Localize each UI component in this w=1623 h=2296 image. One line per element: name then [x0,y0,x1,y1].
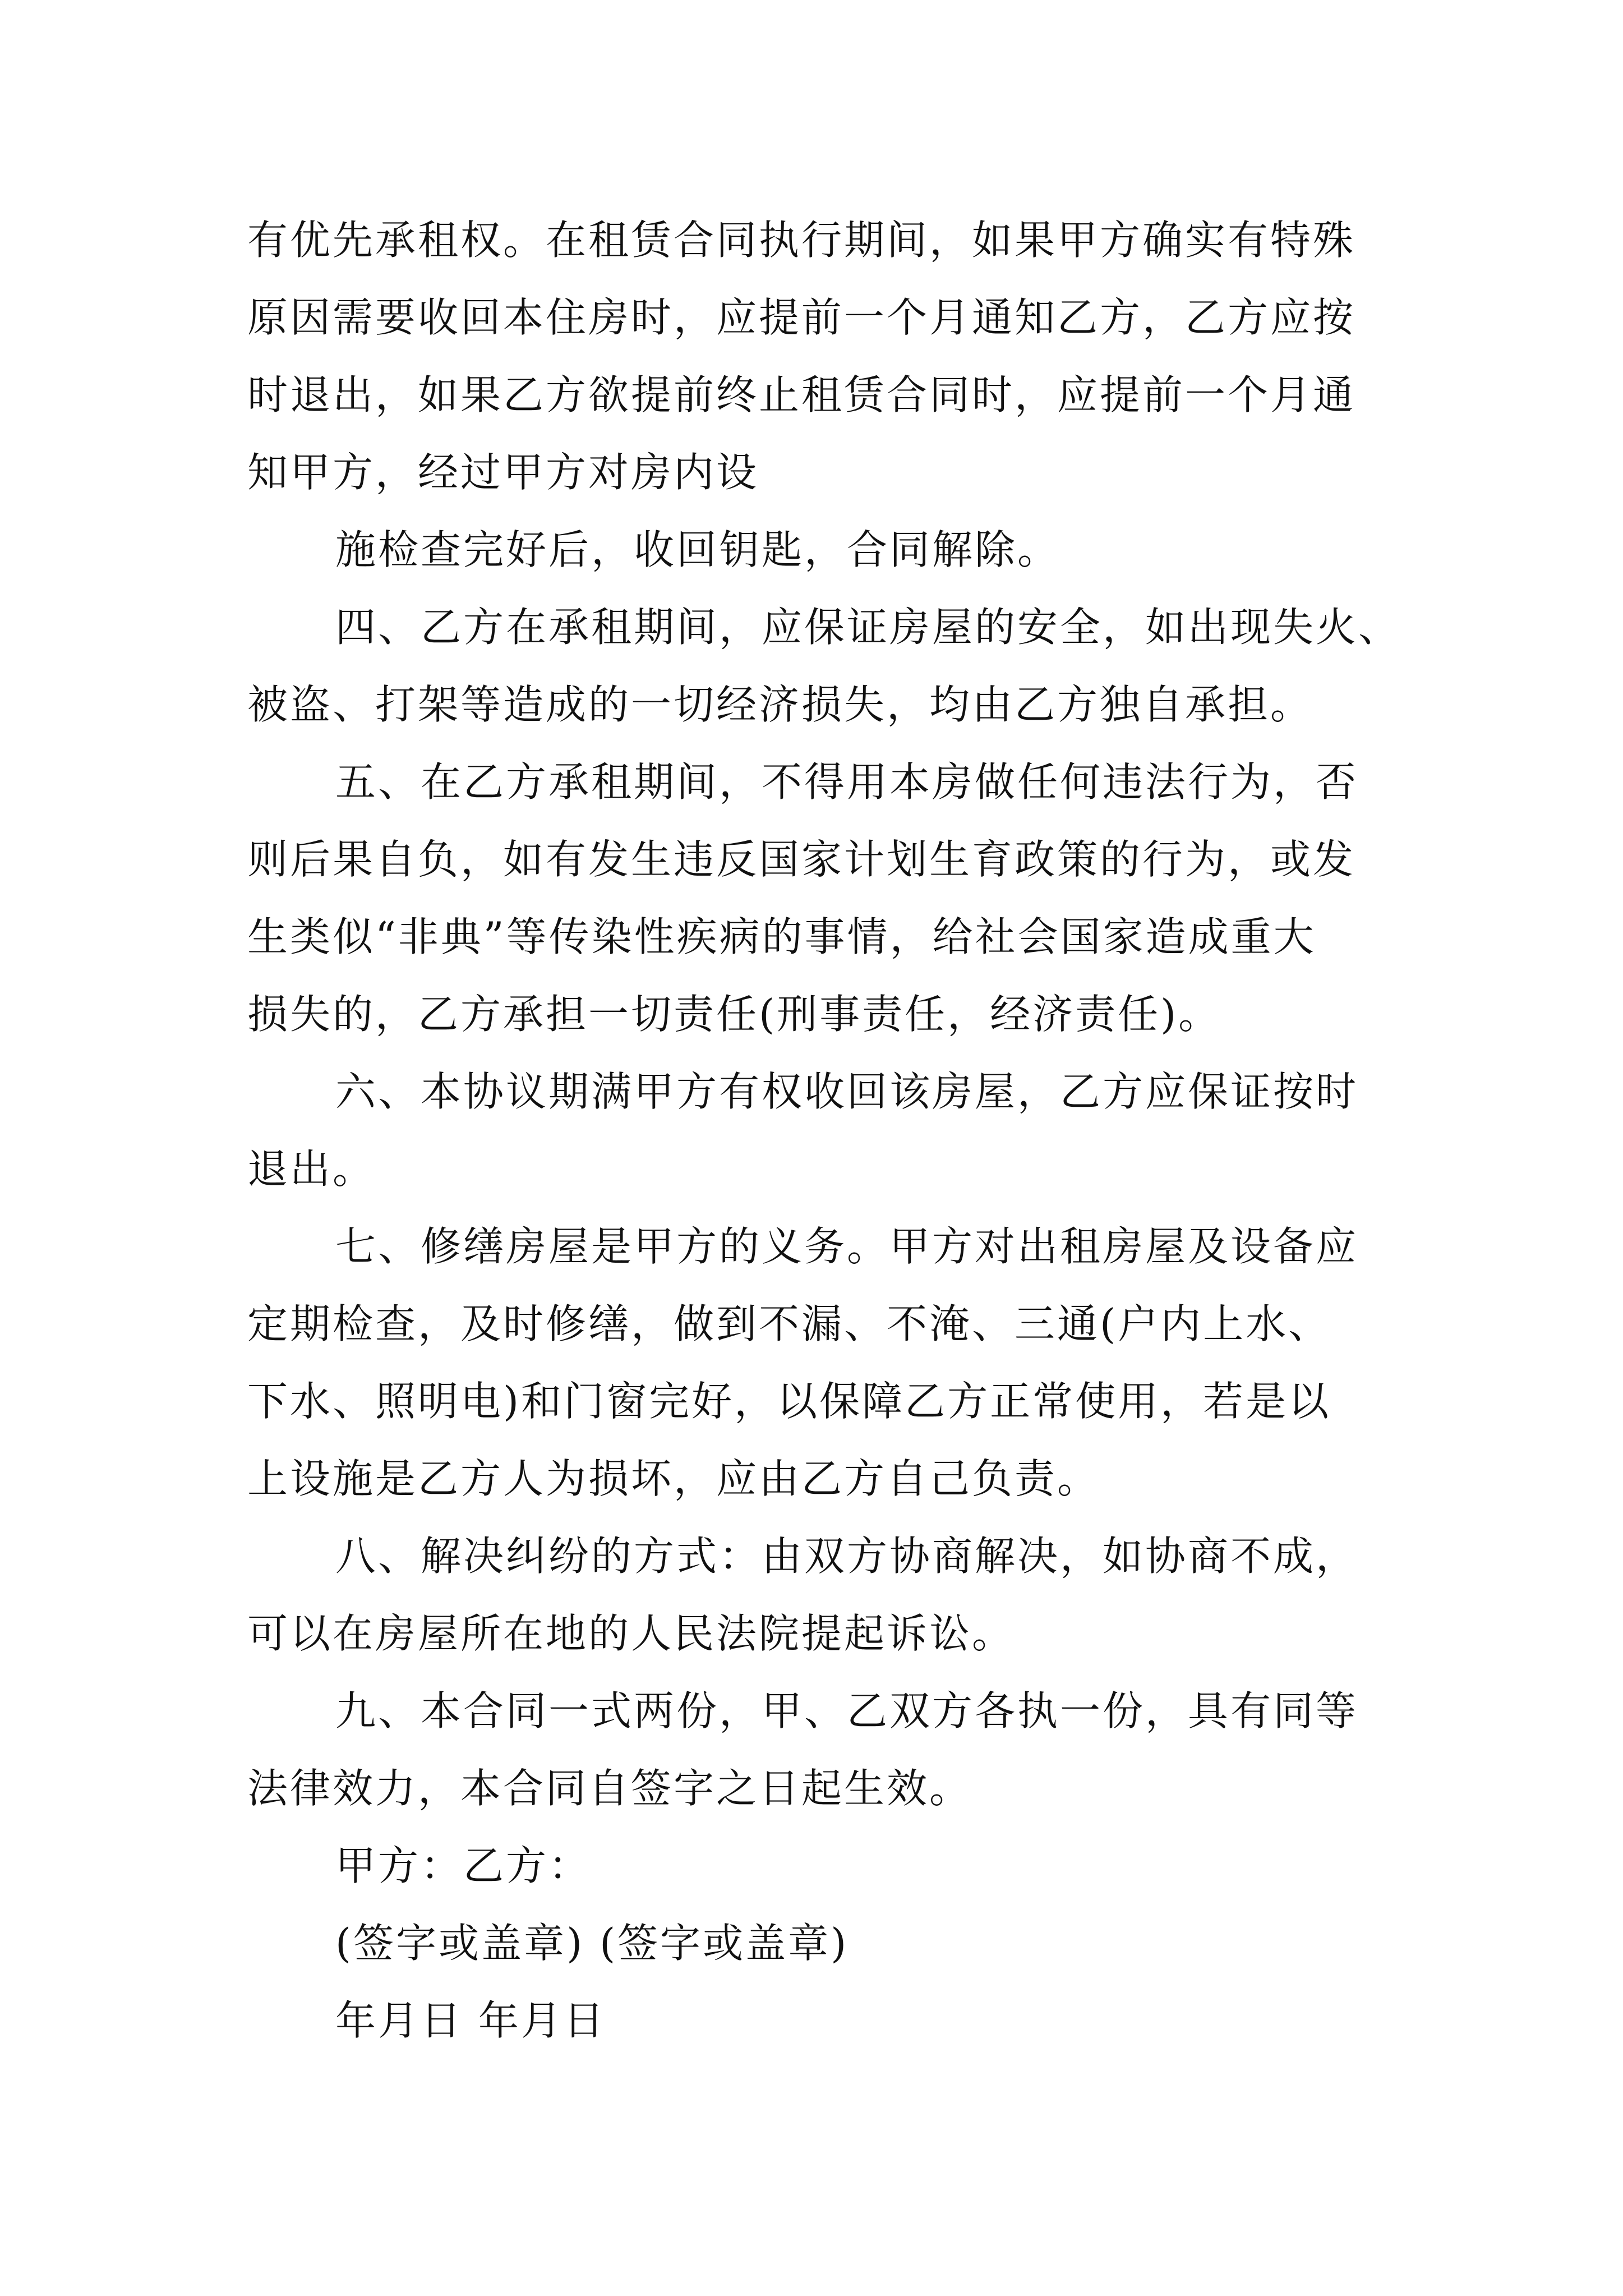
clause-6-line: 六、本协议期满甲方有权收回该房屋，乙方应保证按时 [335,1068,1359,1115]
clause-8-line: 八、解决纠纷的方式：由双方协商解决，如协商不成， [335,1533,1359,1580]
contract-text-line: 时退出，如果乙方欲提前终止租赁合同时，应提前一个月通 [247,371,1356,418]
clause-5-line: 五、在乙方承租期间，不得用本房做任何违法行为，否 [335,758,1359,806]
contract-text-line: 知甲方，经过甲方对房内设 [247,449,759,496]
clause-8-line: 可以在房屋所在地的人民法院提起诉讼。 [247,1610,1015,1657]
clause-5-line: 生类似“非典”等传染性疾病的事情，给社会国家造成重大 [247,913,1316,960]
contract-text-line: 原因需要收回本住房时，应提前一个月通知乙方，乙方应按 [247,294,1356,341]
clause-7-line: 七、修缮房屋是甲方的义务。甲方对出租房屋及设备应 [335,1223,1359,1270]
contract-text-line: 有优先承租权。在租赁合同执行期间，如果甲方确实有特殊 [247,217,1356,264]
clause-5-line: 损失的，乙方承担一切责任(刑事责任，经济责任)。 [247,991,1221,1038]
clause-7-line: 上设施是乙方人为损坏，应由乙方自己负责。 [247,1455,1100,1502]
contract-text-line: 施检查完好后，收回钥匙，合同解除。 [335,526,1061,573]
signature-labels: (签字或盖章) (签字或盖章) [335,1920,849,1967]
date-labels: 年月日 年月日 [335,1997,606,2044]
clause-9-line: 法律效力，本合同自签字之日起生效。 [247,1765,972,1812]
clause-4-line: 四、乙方在承租期间，应保证房屋的安全，如出现失火、 [335,604,1401,651]
clause-9-line: 九、本合同一式两份，甲、乙双方各执一份，具有同等 [335,1687,1359,1734]
clause-4-line: 被盗、打架等造成的一切经济损失，均由乙方独自承担。 [247,681,1313,728]
clause-7-line: 下水、照明电)和门窗完好，以保障乙方正常使用，若是以 [247,1378,1331,1425]
party-labels: 甲方：乙方： [335,1842,592,1889]
clause-5-line: 则后果自负，如有发生违反国家计划生育政策的行为，或发 [247,836,1356,883]
clause-7-line: 定期检查，及时修缮，做到不漏、不淹、三通(户内上水、 [247,1300,1331,1347]
clause-6-line: 退出。 [247,1145,376,1193]
